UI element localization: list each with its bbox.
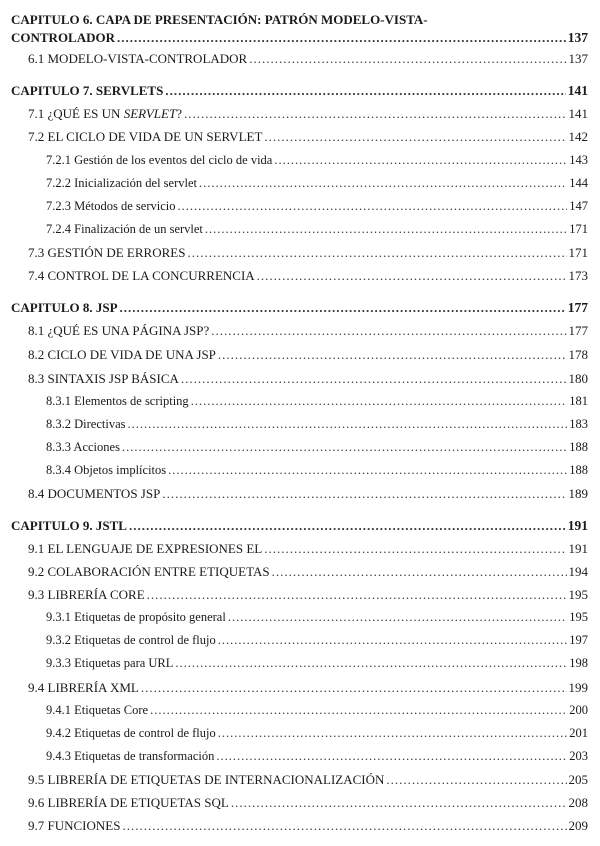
dot-leader — [199, 176, 567, 191]
section-label: 9.5 LIBRERÍA DE ETIQUETAS DE INTERNACIONALIZACIÓN — [28, 772, 385, 787]
subsection-page: 201 — [569, 726, 588, 740]
subsection-page: 144 — [569, 176, 588, 190]
dot-leader — [184, 106, 567, 122]
chapter-7-page: 141 — [567, 83, 588, 98]
section-6-1-entry[interactable] — [28, 51, 588, 67]
chapter-6-title-line2: CONTROLADOR — [11, 30, 116, 45]
dot-leader — [231, 795, 567, 811]
dot-leader — [150, 703, 567, 718]
section-page: 189 — [568, 486, 588, 501]
section-label-italic: SERVLET — [123, 106, 177, 121]
subsection-label: 9.3.3 Etiquetas para URL — [46, 656, 174, 670]
dot-leader — [274, 153, 567, 168]
subsection-page: 197 — [569, 633, 588, 647]
subsection-page: 147 — [569, 199, 588, 213]
subsection-label: 8.3.4 Objetos implícitos — [46, 463, 167, 477]
chapter-8-title: CAPITULO 8. JSP — [11, 300, 118, 315]
subsection-8-3-1-entry[interactable] — [46, 394, 588, 409]
subsection-label: 9.3.2 Etiquetas de control de flujo — [46, 633, 216, 647]
subsection-8-3-3-entry[interactable] — [46, 440, 588, 455]
dot-leader — [181, 371, 567, 387]
subsection-9-3-3-entry[interactable] — [46, 656, 588, 671]
dot-leader — [228, 610, 567, 625]
subsection-page: 171 — [569, 222, 588, 236]
dot-leader — [141, 680, 567, 696]
section-page: 199 — [568, 680, 588, 695]
section-label: 7.3 GESTIÓN DE ERRORES — [28, 245, 186, 260]
section-label: 7.4 CONTROL DE LA CONCURRENCIA — [28, 268, 255, 283]
section-page: 209 — [568, 818, 588, 833]
subsection-page: 188 — [569, 440, 588, 454]
dot-leader — [117, 30, 566, 46]
subsection-label: 8.3.2 Directivas — [46, 417, 126, 431]
subsection-page: 183 — [569, 417, 588, 431]
section-7-4-entry[interactable] — [28, 268, 588, 284]
subsection-page: 188 — [569, 463, 588, 477]
dot-leader — [178, 199, 568, 214]
subsection-label: 8.3.3 Acciones — [46, 440, 120, 454]
dot-leader — [128, 417, 568, 432]
subsection-label: 8.3.1 Elementos de scripting — [46, 394, 189, 408]
section-7-3-entry[interactable] — [28, 245, 588, 261]
dot-leader — [205, 222, 567, 237]
section-label: 8.2 CICLO DE VIDA DE UNA JSP — [28, 347, 216, 362]
section-page: 208 — [568, 795, 588, 810]
dot-leader — [272, 564, 567, 580]
subsection-page: 203 — [569, 749, 588, 763]
dot-leader — [120, 300, 566, 316]
dot-leader — [218, 726, 567, 741]
dot-leader — [216, 749, 567, 764]
subsection-page: 181 — [569, 394, 588, 408]
section-page: 191 — [568, 541, 588, 556]
subsection-page: 198 — [569, 656, 588, 670]
chapter-7-title: CAPITULO 7. SERVLETS — [11, 83, 164, 98]
section-8-1-entry[interactable] — [28, 323, 588, 339]
section-page: 178 — [568, 347, 588, 362]
section-page: 171 — [568, 245, 588, 260]
section-page: 137 — [568, 51, 588, 66]
section-label: 9.6 LIBRERÍA DE ETIQUETAS SQL — [28, 795, 229, 810]
chapter-6-title-line1: CAPITULO 6. CAPA DE PRESENTACIÓN: PATRÓN MODELO-VISTA- — [11, 12, 428, 27]
section-label: 6.1 MODELO-VISTA-CONTROLADOR — [28, 51, 248, 66]
section-label-prefix: 7.1 ¿QUÉ ES UN — [28, 106, 124, 121]
section-9-5-entry[interactable] — [28, 772, 588, 788]
chapter-9-page: 191 — [567, 518, 588, 533]
subsection-label: 7.2.4 Finalización de un servlet — [46, 222, 203, 236]
subsection-9-4-2-entry[interactable] — [46, 726, 588, 741]
dot-leader — [129, 518, 566, 534]
dot-leader — [122, 440, 567, 455]
section-9-2-entry[interactable] — [28, 564, 588, 580]
chapter-8-entry[interactable] — [11, 300, 588, 316]
section-label: 9.3 LIBRERÍA CORE — [28, 587, 145, 602]
subsection-8-3-4-entry[interactable] — [46, 463, 588, 478]
subsection-label: 9.4.2 Etiquetas de control de flujo — [46, 726, 216, 740]
section-9-4-entry[interactable] — [28, 680, 588, 696]
chapter-6-page: 137 — [567, 30, 588, 45]
chapter-8-page: 177 — [567, 300, 588, 315]
subsection-label: 7.2.3 Métodos de servicio — [46, 199, 176, 213]
section-9-1-entry[interactable] — [28, 541, 588, 557]
dot-leader — [147, 587, 567, 603]
dot-leader — [218, 633, 567, 648]
subsection-label: 9.4.3 Etiquetas de transformación — [46, 749, 215, 763]
section-label — [28, 106, 182, 122]
dot-leader — [264, 129, 566, 145]
subsection-page: 200 — [569, 703, 588, 717]
dot-leader — [168, 463, 567, 478]
dot-leader — [162, 486, 566, 502]
section-label-suffix: ? — [176, 106, 182, 121]
section-7-2-entry[interactable] — [28, 129, 588, 145]
subsection-label: 9.3.1 Etiquetas de propósito general — [46, 610, 226, 624]
subsection-page: 195 — [569, 610, 588, 624]
subsection-label: 7.2.1 Gestión de los eventos del ciclo de vida — [46, 153, 273, 167]
section-page: 194 — [568, 564, 588, 579]
chapter-9-title: CAPITULO 9. JSTL — [11, 518, 127, 533]
subsection-9-4-3-entry[interactable] — [46, 749, 588, 764]
section-label: 9.1 EL LENGUAJE DE EXPRESIONES EL — [28, 541, 263, 556]
section-9-7-entry[interactable] — [28, 818, 588, 834]
section-label: 9.7 FUNCIONES — [28, 818, 121, 833]
subsection-9-4-1-entry[interactable] — [46, 703, 588, 718]
subsection-page: 143 — [569, 153, 588, 167]
section-label: 7.2 EL CICLO DE VIDA DE UN SERVLET — [28, 129, 263, 144]
section-page: 141 — [568, 106, 588, 121]
subsection-9-3-2-entry[interactable] — [46, 633, 588, 648]
chapter-6-entry[interactable] — [11, 30, 588, 46]
chapter-9-entry[interactable] — [11, 518, 588, 534]
section-label: 9.2 COLABORACIÓN ENTRE ETIQUETAS — [28, 564, 270, 579]
subsection-8-3-2-entry[interactable] — [46, 417, 588, 432]
section-page: 173 — [568, 268, 588, 283]
chapter-7-entry[interactable] — [11, 83, 588, 99]
section-label: 9.4 LIBRERÍA XML — [28, 680, 139, 695]
dot-leader — [175, 656, 567, 671]
section-page: 195 — [568, 587, 588, 602]
section-9-6-entry[interactable] — [28, 795, 588, 811]
dot-leader — [122, 818, 566, 834]
dot-leader — [187, 245, 566, 261]
dot-leader — [386, 772, 566, 788]
section-page: 180 — [568, 371, 588, 386]
section-label: 8.4 DOCUMENTOS JSP — [28, 486, 161, 501]
section-7-1-entry[interactable] — [28, 106, 588, 122]
section-8-4-entry[interactable] — [28, 486, 588, 502]
subsection-label: 7.2.2 Inicialización del servlet — [46, 176, 197, 190]
section-page: 205 — [568, 772, 588, 787]
subsection-7-2-4-entry[interactable] — [46, 222, 588, 237]
section-8-2-entry[interactable] — [28, 347, 588, 363]
subsection-7-2-1-entry[interactable] — [46, 153, 588, 168]
dot-leader — [211, 323, 566, 339]
subsection-7-2-2-entry[interactable] — [46, 176, 588, 191]
dot-leader — [257, 268, 567, 284]
section-label: 8.1 ¿QUÉ ES UNA PÁGINA JSP? — [28, 323, 210, 338]
section-label: 8.3 SINTAXIS JSP BÁSICA — [28, 371, 179, 386]
dot-leader — [264, 541, 566, 557]
section-page: 142 — [568, 129, 588, 144]
subsection-9-3-1-entry[interactable] — [46, 610, 588, 625]
section-8-3-entry[interactable] — [28, 371, 588, 387]
section-9-3-entry[interactable] — [28, 587, 588, 603]
section-page: 177 — [568, 323, 588, 338]
subsection-7-2-3-entry[interactable] — [46, 199, 588, 214]
dot-leader — [218, 347, 567, 363]
subsection-label: 9.4.1 Etiquetas Core — [46, 703, 149, 717]
dot-leader — [165, 83, 565, 99]
dot-leader — [249, 51, 566, 67]
dot-leader — [191, 394, 568, 409]
